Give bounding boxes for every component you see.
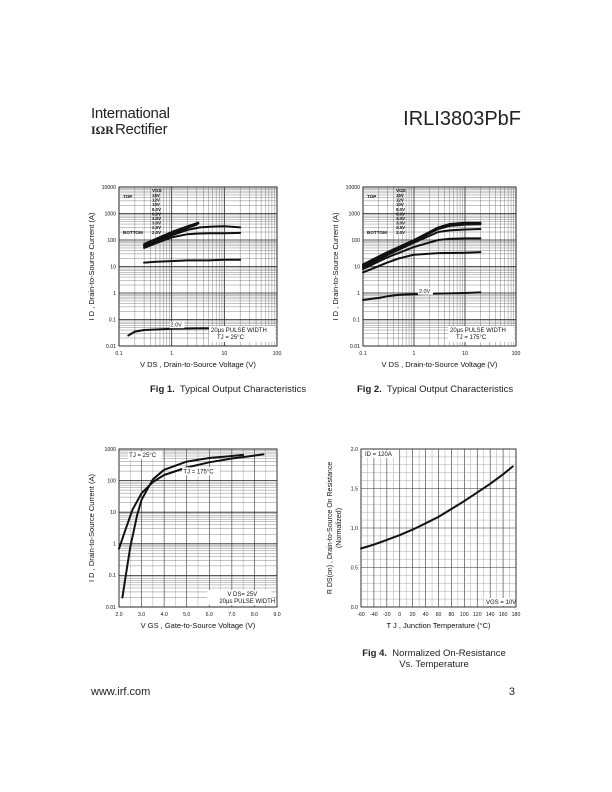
- fig2-x-tick-label: 10: [462, 351, 468, 357]
- fig4-x-tick-label: 100: [460, 612, 469, 618]
- fig1-legend-value: 12V: [152, 197, 160, 203]
- logo-rectifier-text: Rectifier: [114, 121, 168, 138]
- fig2-x-tick-label: 1: [412, 351, 416, 357]
- fig4-x-tick-label: 60: [435, 612, 442, 618]
- fig3-x-tick-label: 5.0: [183, 612, 191, 618]
- fig2-legend-value: 15V: [396, 193, 404, 198]
- fig3-x-tick-label: 2.0: [115, 612, 123, 618]
- fig1-tj-label: TJ = 25°C: [217, 335, 244, 341]
- fig1-x-axis-label: V DS , Drain-to-Source Voltage (V): [140, 360, 256, 369]
- fig1-legend-bottom-label: BOTTOM: [123, 229, 143, 235]
- fig4-vgs-label: VGS = 10V: [486, 600, 517, 606]
- logo-line-international: International: [91, 105, 170, 122]
- fig4-y-tick-label: 1.0: [350, 525, 358, 532]
- fig4-x-tick-label: 0: [398, 612, 402, 618]
- fig2-caption-text: Typical Output Characteristics: [386, 384, 514, 395]
- fig1-pulse-width-label: 20µs PULSE WIDTH: [211, 328, 267, 334]
- fig3-x-axis-label: V GS , Gate-to-Source Voltage (V): [140, 621, 256, 630]
- fig4-x-tick-label: -20: [383, 612, 391, 618]
- fig4-x-axis-label: T J , Junction Temperature (°C): [386, 621, 491, 630]
- fig1-legend-value: 2.5V: [152, 225, 162, 231]
- fig1-legend-value: 4.0V: [152, 216, 162, 221]
- fig1-legend-value: 15V: [152, 193, 160, 198]
- fig4-y-tick-label: 1.5: [350, 486, 358, 493]
- fig4-caption-text: Normalized On-Resistance: [392, 648, 506, 659]
- fig2-legend-top-label: TOP: [367, 194, 377, 199]
- fig3-x-tick-label: 7.0: [228, 612, 236, 618]
- fig1-x-tick-label: 0.1: [115, 351, 123, 357]
- fig1-legend-value: 6.0V: [152, 211, 162, 217]
- fig4-x-tick-label: 20: [409, 612, 416, 618]
- fig2-y-tick-label: 1000: [348, 211, 360, 218]
- fig3-pulse-width-label: 20µs PULSE WIDTH: [219, 599, 276, 605]
- fig1-legend-value: 10V: [152, 202, 160, 208]
- fig3-y-axis-label: I D , Drain-to-Source Current (A): [87, 474, 96, 582]
- fig1-legend-value: 2.0V: [152, 229, 162, 235]
- fig2-y-tick-label: 0.1: [352, 317, 360, 324]
- footer-page-number: 3: [508, 686, 515, 698]
- fig2-y-tick-label: 100: [351, 237, 360, 244]
- fig4-x-tick-label: -60: [357, 612, 365, 618]
- fig2-legend-value: 10V: [396, 202, 404, 208]
- fig3-y-tick-label: 10: [110, 510, 116, 516]
- fig3-y-tick-label: 1: [113, 541, 116, 548]
- fig2-legend-value: 12V: [396, 197, 404, 203]
- fig3-x-tick-label: 6.0: [205, 612, 213, 618]
- fig2-pulse-width-label: 20µs PULSE WIDTH: [450, 328, 506, 334]
- fig1-x-tick-label: 10: [221, 351, 228, 357]
- fig1-caption: [150, 384, 306, 395]
- fig1-v20-label: 2.0V: [170, 322, 182, 329]
- fig2-legend-bottom-label: BOTTOM: [367, 229, 387, 235]
- fig1-x-tick-label: 1: [170, 351, 174, 357]
- fig3-x-tick-label: 4.0: [160, 612, 168, 618]
- fig2-y-tick-label: 0.01: [349, 343, 360, 350]
- fig2-y-tick-label: 1: [357, 290, 360, 297]
- fig1-y-tick-label: 0.01: [105, 343, 116, 350]
- fig2-v20-label: 2.0V: [418, 289, 431, 296]
- fig2-x-axis-label: V DS , Drain-to-Source Voltage (V): [381, 360, 498, 369]
- fig1-legend-value: 8.0V: [152, 206, 162, 212]
- fig1-legend-value: 3.0V: [152, 220, 162, 226]
- fig1-y-tick-label: 10: [110, 264, 116, 271]
- fig1-y-tick-label: 10000: [101, 184, 116, 191]
- fig2-legend-value: 2.0V: [396, 229, 406, 235]
- fig2-caption: [357, 384, 513, 395]
- footer-url: www.irf.com: [91, 686, 151, 698]
- fig2-legend-header: VGS: [396, 188, 406, 193]
- fig4-x-tick-label: 180: [511, 612, 521, 618]
- fig4-y-axis-label-2: (Normalized): [336, 507, 343, 549]
- fig2-legend-value: 3.0V: [396, 220, 406, 226]
- fig3-y-tick-label: 0.1: [108, 573, 116, 580]
- fig3-vds-label: V DS= 25V: [227, 592, 258, 598]
- logo-ior-mark: IΩR: [91, 123, 114, 137]
- fig4-x-tick-label: -40: [370, 612, 378, 618]
- fig4-y-axis-label: R DS(on) , Drain-to-Source On Resistance: [327, 461, 334, 595]
- fig2-caption-number: Fig 2.: [357, 384, 382, 395]
- fig4-x-tick-label: 140: [485, 612, 495, 618]
- fig4-x-tick-label: 160: [498, 612, 508, 618]
- fig3-x-tick-label: 8.0: [250, 612, 259, 618]
- fig1-y-tick-label: 100: [107, 237, 116, 244]
- fig4-x-tick-label: 40: [422, 612, 429, 618]
- fig2-legend-value: 6.0V: [396, 211, 406, 217]
- fig2-x-tick-label: 0.1: [359, 351, 367, 357]
- fig2-tj-label: TJ = 175°C: [456, 335, 487, 341]
- fig4-caption: [355, 648, 513, 670]
- fig2-legend-value: 8.0V: [396, 206, 406, 212]
- fig2-legend-value: 4.0V: [396, 216, 406, 221]
- fig4-y-tick-label: 0.0: [350, 604, 358, 611]
- fig4-x-tick-label: 120: [472, 612, 482, 618]
- fig3-tj25-label: TJ = 25°C: [129, 453, 157, 460]
- fig4-x-tick-label: 80: [448, 612, 455, 618]
- fig4-caption-line2: Vs. Temperature: [399, 659, 469, 670]
- fig1-caption-number: Fig 1.: [150, 384, 175, 395]
- fig2-y-tick-label: 10: [354, 264, 360, 271]
- fig1-y-axis-label: I D , Drain-to-Source Current (A): [87, 212, 96, 321]
- fig1-caption-text: Typical Output Characteristics: [179, 384, 307, 395]
- fig3-tj175-label: TJ = 175°C: [183, 469, 214, 476]
- fig4-y-tick-label: 0.5: [350, 565, 358, 572]
- fig2-y-axis-label: I D , Drain-to-Source Current (A): [331, 212, 340, 321]
- fig4-id-label: ID = 120A: [365, 452, 392, 458]
- part-number: IRLI3803PbF: [403, 108, 521, 130]
- fig2-x-tick-label: 100: [511, 351, 521, 357]
- fig3-y-tick-label: 0.01: [105, 604, 116, 611]
- fig3-x-tick-label: 9.0: [273, 612, 281, 618]
- fig2-y-tick-label: 10000: [345, 184, 360, 191]
- fig2-legend-value: 2.5V: [396, 225, 406, 231]
- fig1-x-tick-label: 100: [272, 351, 282, 357]
- fig1-y-tick-label: 1: [113, 290, 116, 297]
- fig4-caption-number: Fig 4.: [362, 648, 387, 659]
- fig3-y-tick-label: 100: [107, 478, 116, 485]
- fig1-y-tick-label: 1000: [104, 211, 116, 218]
- fig1-legend-top-label: TOP: [123, 194, 133, 199]
- fig3-y-tick-label: 1000: [104, 446, 116, 453]
- fig1-y-tick-label: 0.1: [108, 317, 116, 324]
- fig4-caption-line1: [355, 648, 513, 659]
- fig1-legend-header: VGS: [152, 188, 162, 193]
- fig3-x-tick-label: 3.0: [137, 612, 146, 618]
- fig4-y-tick-label: 2.0: [350, 446, 358, 453]
